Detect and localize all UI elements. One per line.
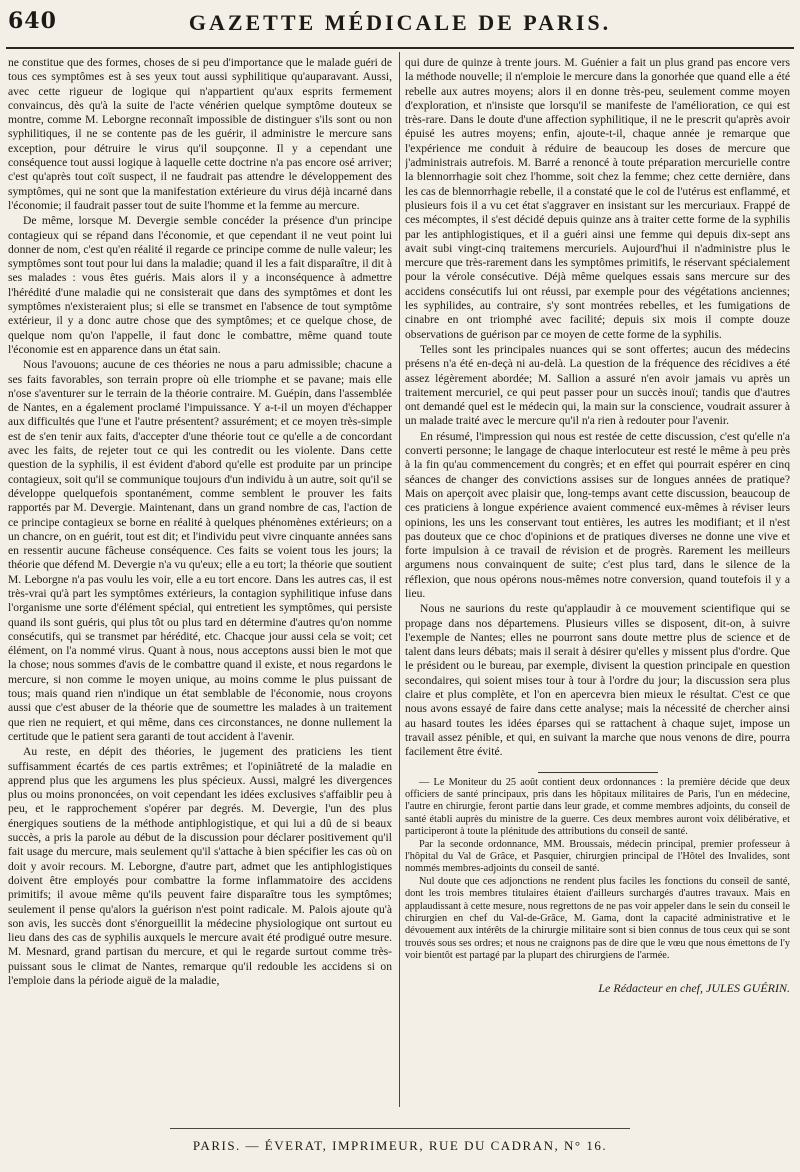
- column-divider: [399, 52, 400, 1107]
- paragraph: qui dure de quinze à trente jours. M. Guénier a fait un plus grand pas encore vers la méthode nouvelle; il n'emploie le mercure dans la gonorhée que quand elle a été rebelle aux autres moyens; alors il en donne très-peu, seulement comme moyen d'exploration, et n'insiste que lorsqu'il se manifeste de l'amélioration, ce qui est très-rare. Dans le doute d'une affection syphilitique, il ne le prescrit qu'après avoir épuisé les autres moyens; enfin, ajoute-t-il, chaque année je remarque que l'expérience me conduit à réduire de beaucoup les doses de mercure que j'administrais autrefois. M. Barré a renoncé à toute préparation mercurielle contre la blennorrhagie soit chez l'homme, soit chez la femme; chez cette dernière, dans les cas de blennorrhagie rebelle, il a constaté que le col de l'utérus est enflammé, et plusieurs fois il a vu cet état s'aggraver en insistant sur les mercuriaux. Frappé de ces mécomptes, il s'est décidé depuis quinze ans à traiter cette forme de la syphilis par les antiphlogistiques, et il a guéri ainsi une femme qui depuis dix-sept ans avait subi vingt-cinq traitemens mercuriels. Aujourd'hui il n'administre plus le mercure que très-rarement dans les symptômes primitifs, le réservant spécialement pour la vérole consécutive. Déjà même quelques essais sans mercure sur des accidens consécutifs lui ont réussi, par exemple pour des végétations anciennes; les syphilides, au contraire, s'y sont montrées rebelles, et les fumigations de cinabre en ont triomphé avec facilité; depuis six mois il compte douze observations de guérison par ce moyen de cette forme de la syphilis.: [405, 56, 790, 341]
- note-paragraph: Nul doute que ces adjonctions ne rendent plus faciles les fonctions du conseil de santé, dont les trois membres titulaires étaient d'ailleurs surchargés d'autres travaux. Mais en applaudissant à cette mesure, nous regrettons de ne pas voir appeler dans le sein du conseil le chirurgien en chef du Val-de-Grâce, M. Gama, dont la capacité administrative et le dévouement aux intérêts de la chirurgie militaire sont si bien connus de tous ceux qui se sont trouvés sous ses ordres; et nous ne craignons pas de dire que le vœu que nous émettons de l'y voir bientôt est partagé par la plupart des chirurgiens de l'armée.: [405, 875, 790, 962]
- paragraph: Au reste, en dépit des théories, le jugement des praticiens les tient suffisamment écartés de ces partis extrêmes; et l'opiniâtreté de la maladie en apprend plus que les argumens les plus spécieux. Aussi, malgré les divergences plus ou moins prononcées, on voit cependant les idées exclusives s'affaiblir peu à peu, et le rapprochement s'opérer par degrés. M. Devergie, l'un des plus énergiques soutiens de la méthode antiphlogistique, et qui lui a dû de si beaux succès, a pris la parole au début de la discussion pour déclarer positivement qu'il fait usage du mercure, mais seulement qu'il s'attache à bien spécifier les cas où on doit y avoir recours. M. Leborgne, d'autre part, admet que les antiphlogistiques doivent être employés pour combattre la forme inflammatoire des accidens primitifs; il avoue même qu'ils peuvent faire disparaître tous les symptômes; seulement il pense qu'alors la guérison n'est point radicale. M. Palois ajoute qu'à son avis, les succès dont s'énorgueillit la médecine physiologique ont surtout eu lieu dans des cas de syphilis auxquels le mercure avait été prodigué outre mesure. M. Mesnard, grand partisan du mercure, et qui le regarde surtout comme très-puissant sous le climat de Nantes, remarque qu'il redouble les accidens si on l'emploie dans la période aiguë de la maladie,: [8, 745, 392, 987]
- left-column: [8, 56, 392, 1108]
- header-rule: [6, 47, 794, 49]
- paragraph: De même, lorsque M. Devergie semble concéder la présence d'un principe contagieux qui se répand dans l'économie, et que cependant il ne veut point lui donner de nom, c'est qu'en réalité il regarde ce principe comme de nulle valeur; les symptômes sont tout pour lui dans la maladie; quand il les a fait disparaître, il dit à ses malades : vous êtes guéris. Mais alors il y a inconséquence à admettre l'hérédité d'une maladie qui ne consisterait que dans des symptômes et dont les symptômes n'existeraient plus; si elle se transmet en l'absence de tout symptôme extérieur, il y a donc autre chose que des symptômes; et ce quelque chose, de quelque nom qu'on l'appelle, il faut donc le combattre, même quand toute l'économie est en apparence dans un état sain.: [8, 214, 392, 356]
- right-column: [405, 56, 790, 1108]
- note-paragraph: — Le Moniteur du 25 août contient deux ordonnances : la première décide que deux officiers de santé principaux, pris dans les hôpitaux militaires de Paris, l'un en médecine, l'autre en chirurgie, feront partie dans leur grade, et comme membres adjoints, du conseil de santé établi auprès du ministre de la guerre. Ces deux membres auront voix délibérative, et participeront à toute la plénitude des attributions du conseil de santé.: [405, 776, 790, 838]
- paragraph: Telles sont les principales nuances qui se sont offertes; aucun des médecins présens n'a été en-deçà ni au-delà. La question de la fréquence des récidives a été assez légèrement abordée; M. Sallion a assuré n'en avoir jamais vu après un traitement mercuriel, ce qui peut passer pour un succès inouï; tandis que d'autres ont demandé quel est le médecin qui, la main sur la conscience, voudrait assurer à un malade traité avec le mercure qu'il n'a rien à redouter pour l'avenir.: [405, 342, 790, 428]
- page-header: [0, 0, 800, 50]
- printer-imprint: PARIS. — ÉVERAT, IMPRIMEUR, RUE DU CADRAN, N° 16.: [192, 1138, 608, 1153]
- paragraph: Nous l'avouons; aucune de ces théories ne nous a paru admissible; chacune a ses faits favorables, son terrain propre où elle triomphe et se pavane; mais elle n'ose s'aventurer sur le terrain de la théorie contraire. M. Guépin, dans l'assemblée de Nantes, en a également proclamé l'impuissance. Y a-t-il un moyen d'échapper aux difficultés que l'une et l'autre présentent? assurément; et ce moyen très-simple est de s'en tenir aux faits, d'accepter d'une théorie tout ce qu'elle a de concordant avec les faits, de rejeter tout ce qui les contredit ou les violente. Dans cette question de la syphilis, il est évident d'abord qu'elle est produite par un principe contagieux, soit qu'il se communique toujours d'un individu à un autre, soit qu'il se développe quelquefois spontanément, comme semblent le prouver les faits rapportés par M. Devergie. Maintenant, dans un grand nombre de cas, l'action de ce principe contagieux se borne en réalité à quelques phénomènes extérieurs; on a un chancre, on en guérit, tout est dit; et l'individu peut vivre cinquante années sans en ressentir aucune fâcheuse conséquence. Ces faits se voient tous les jours; la théorie que défend M. Devergie n'a vu qu'eux; elle a eu tort; la théorie que soutient M. Leborgne n'a pas voulu les voir, elle a eu tort encore. Dans les autres cas, il est très-vrai qu'à part les symptômes extérieurs, la contagion syphilitique infuse dans l'organisme une sorte d'élément spécial, qui entretient les symptômes, qui persiste quand ils sont guéris, qui plus tôt ou plus tard en détermine d'autres qu'on nomme consécutifs, qui se transmet par hérédité, etc. Chacque jour aussi cela se voit; cet élément, on l'a nommé virus. Quant à nous, nous acceptons aussi bien le mot que la chose; nous sommes d'avis de le combattre quand il existe, et nous regardons le mercure, si non comme le moyen unique, au moins comme le plus puissant de tous; mais quand rien n'indique un état semblable de l'économie, nous croyons aussi que c'est abuser de la théorie que de soumettre les malades à un traitement que rien ne requiert, et qui même, dans ces circonstances, ne donne nullement la certitude que le patient sera garanti de tout accident à l'avenir.: [8, 358, 392, 743]
- page-number: 640: [8, 8, 57, 34]
- paragraph: Nous ne saurions du reste qu'applaudir à ce mouvement scientifique qui se propage dans nos départemens. Plusieurs villes se disposent, dit-on, à suivre l'exemple de Nantes; elles ne pourront sans doute mettre plus de science et de talent dans leurs débats; mais il serait à désirer qu'elles y missent plus d'ordre. Que le président ou le bureau, par exemple, divisent la question principale en question secondaires, qui soient mises tour à tour à l'ordre du jour; la discussion sera plus claire et plus complète, et l'on en apercevra bien mieux le résultat. C'est ce que nous avons essayé de faire dans cette analyse; mais la nécessité de chercher ainsi au hasard toutes les idées éparses qui se rattachent à chaque sujet, impose un travail assez pénible, et qui, en suivant la marche que nous venons de dire, pourra facilement être évité.: [405, 602, 790, 759]
- paragraph: En résumé, l'impression qui nous est restée de cette discussion, c'est qu'elle n'a converti personne; le langage de chaque interlocuteur est resté le même à peu près à la fin qu'au commencement du congrès; et en effet qui pourrait espérer en cinq séances de changer des convictions assises sur de longues années de pratique? Mais on aperçoit avec plaisir que, long-temps avant cette discussion, beaucoup de ces praticiens à longue expérience avaient commencé eux-mêmes à réviser leurs opinions, les uns les conservant tout entières, les autres les modifiant; et il n'est pas douteux que ce choc d'opinions et de pratiques diverses ne donne une vive et forte impulsion à ce travail de révision et de progrès. Rarement les meilleurs argumens nous convainquent de suite; c'est plus tard, dans le silence de la réflexion, que nous opérons nous-mêmes notre conversion, quand toutefois il y a lieu.: [405, 429, 790, 600]
- notes-separator: [538, 772, 658, 773]
- note-paragraph: Par la seconde ordonnance, MM. Broussais, médecin principal, premier professeur à l'hôpital du Val de Grâce, et Pasquier, chirurgien principal de l'Hôtel des Invalides, sont nommés membres-adjoints du conseil de santé.: [405, 838, 790, 875]
- editor-signature: Le Rédacteur en chef, JULES GUÉRIN.: [598, 980, 790, 995]
- journal-title: GAZETTE MÉDICALE DE PARIS.: [188, 10, 612, 35]
- paragraph: ne constitue que des formes, choses de si peu d'importance que le malade guéri de tous ces symptômes est à ses yeux tout aussi syphilitique qu'auparavant. Aussi, avec cette rigueur de logique qui n'appartient qu'aux esprits fermement convaincus, dès qu'à la suite de l'acte vénérien quelque symptôme douteux se montre, comme M. Leborgne reconnaît impossible de distinguer s'ils sont ou non syphilitiques, il ne se contente pas de les guérir, il administre le mercure sans exception, pour détruire le virus qu'il soupçonne. Il y a cependant une conséquence tout aussi logique à laquelle cette doctrine n'a pas encore osé arriver; c'est qu'après tout coït suspect, il ne faudrait pas attendre le développement des symptômes, qui ne sont que la manifestation extérieure du virus déjà incarné dans l'économie; il faudrait passer tout de suite l'homme et la femme au mercure.: [8, 56, 392, 212]
- news-notes: [405, 777, 790, 963]
- footer-rule: [170, 1128, 630, 1129]
